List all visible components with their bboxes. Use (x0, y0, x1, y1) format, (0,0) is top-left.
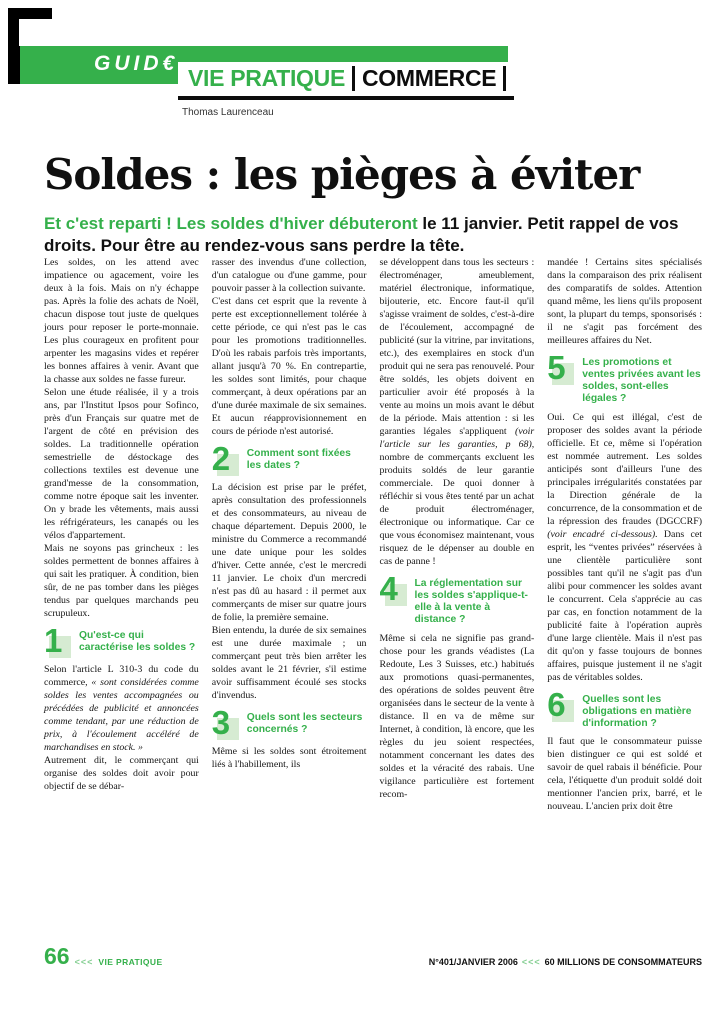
section-number-badge (379, 570, 410, 607)
text-run: Même si les soldes sont étroitement liés à l'habillement, ils (211, 746, 367, 770)
band-black-stub (8, 46, 20, 84)
section-number-badge (211, 704, 242, 741)
column (44, 256, 199, 813)
body-paragraph (380, 256, 535, 568)
section-heading (211, 704, 367, 741)
body-paragraph (44, 542, 199, 620)
section-heading (547, 685, 702, 730)
section-title: Qu'est-ce qui caractérise les soldes ? (79, 630, 196, 654)
section-heading (379, 570, 535, 627)
standfirst (44, 213, 696, 258)
section-number: 1 (44, 622, 63, 659)
text-run: Les soldes, on les attend avec impatience ou agacement, voire les deux à la fois. Mais on n'y échappe pas. Après la folie des achats de Noël, chacun dispose tout juste de quelques jours pour reposer le porte-monnaie. Les plus courageux en profitent pour arpenter les magasins vides et repérer les bonnes affaires à venir. Avant que la chasse aux soldes ne fasse fureur. (44, 257, 199, 385)
section-heading (211, 440, 367, 477)
text-run: Même si cela ne signifie pas grand-chose pour les grands véadistes (La Redoute, Les 3 Suisses, etc.) habitués aux promotions quasi-permanentes, des opérations de soldes peuvent être organisées dans le secteur de la vente à distance. Il en va de même sur Internet, à condition, là encore, que les règles du jeu soient respectées, notamment concernant les dates des soldes et la véracité des rabais. Une vigilance particulière est fortement recom- (379, 632, 535, 800)
chevrons-icon: <<< (74, 956, 94, 967)
text-run: mandée ! Certains sites spécialisés dans la comparaison des prix réalisent des comparatifs de soldes. Attention quand même, les liens qu'ils proposent sont, la plupart du temps, sponsorisés : il ne s'agit pas forcément des meilleures affaires du Net. (547, 257, 702, 346)
section-title: Quelles sont les obligations en matière d'information ? (582, 693, 692, 729)
body-paragraph (547, 411, 702, 684)
text-run: se développent dans tous les secteurs : électroménager, ameublement, matériel électronique, informatique, bijouterie, etc. Encore faut-il qu'il s'agisse vraiment de soldes, c'est-à-dire de l'écoulement, accompagné de publicité (sur la vitrine, par invitations, etc.), des exemplaires en stock d'un produit qui ne sera pas renouvelé. Pour être soldés, les objets doivent en particulier avoir été proposés à la vente au moins un mois avant le début de la période. Mais attention : si les garanties légales s'appliquent (379, 257, 535, 437)
columns (44, 256, 702, 813)
text-run: Il faut que le consommateur puisse bien distinguer ce qui est soldé et savoir de quel rabais il bénéficie. Pour cela, l'étiquette d'un produit soldé doit mentionner l'ancien prix, barré, et le nouveau. L'ancien prix doit être (547, 735, 702, 812)
section-number-badge (547, 685, 577, 723)
text-run: Oui. Ce qui est illégal, c'est de proposer des soldes avant la période officielle. Et ce, même si l'opération est nommée autrement. Les soldes anticipés sont d'ailleurs l'une des principales irrégularités constatées par la Direction générale de la concurrence, de la consommation et de la répression des fraudes (DGCCRF) (547, 411, 702, 527)
section-title: Les promotions et ventes privées avant les soldes, sont-elles légales ? (582, 357, 701, 405)
text-run: La décision est prise par le préfet, après consultation des professionnels et des consommateurs, au niveau de chaque département. Depuis 2000, le ministre du Commerce a recommandé une date unique pour les soldes d'hiver. Cette année, c'est le mercredi 11 janvier. Le choix d'un mercredi n'est pas dû au hasard : il permet aux commerçants de miser sur quatre jours de folie, la première semaine. (211, 482, 367, 623)
footer-right (429, 957, 702, 967)
byline: Thomas Laurenceau (182, 107, 274, 118)
italic-text-run: (voir encadré ci-dessous). (547, 528, 658, 540)
section-header (178, 62, 514, 100)
section-number: 5 (547, 349, 566, 386)
section-title-primary: VIE PRATIQUE (188, 65, 345, 91)
body-paragraph (44, 386, 199, 542)
body-paragraph (212, 481, 367, 624)
body-paragraph (547, 256, 702, 347)
page-footer (44, 943, 702, 969)
body-paragraph (44, 256, 199, 386)
italic-text-run: (voir l'article sur les garanties, p 68), (379, 426, 535, 450)
column (547, 256, 702, 813)
text-run: C'est dans cet esprit que la revente à perte est exceptionnellement tolérée à cette période, ce qui n'est pas le cas pour les promotions traditionnelles. D'où les rabais parfois très importants, allant jusqu'à 70 %. En contrepartie, les soldes sont limités, pour chaque commerçant, à deux opérations par an d'une durée maximale de six semaines. Et aucun réapprovisionnement en cours de période n'est autorisé. (211, 296, 367, 437)
body-paragraph (44, 663, 199, 754)
guide-label: GUID€ (94, 52, 179, 75)
section-number-badge (547, 349, 577, 386)
section-number: 3 (211, 704, 231, 741)
footer-section-label: VIE PRATIQUE (98, 956, 163, 967)
page-number: 66 (44, 943, 70, 969)
body-paragraph (547, 735, 702, 813)
text-run: Autrement dit, le commerçant qui organise des soldes doit avoir pour objectif de se débar- (44, 755, 199, 792)
chevrons-icon: <<< (521, 956, 541, 967)
section-title-secondary: COMMERCE (362, 65, 497, 91)
body-paragraph (44, 754, 199, 793)
column (380, 256, 535, 813)
separator-bar (503, 66, 506, 91)
section-number: 2 (211, 440, 231, 477)
body-paragraph (380, 632, 535, 801)
section-number-badge (211, 440, 242, 477)
standfirst-rest: le 11 janvier. Petit rappel de vos droits. Pour être au rendez-vous sans perdre la tête. (44, 214, 679, 256)
issue-number: N°401/JANVIER 2006 (428, 956, 518, 967)
column (212, 256, 367, 813)
body-paragraph (212, 745, 367, 771)
body-paragraph (212, 295, 367, 438)
section-title: Comment sont fixées les dates ? (246, 448, 351, 472)
section-number: 6 (547, 685, 566, 723)
magazine-name: 60 MILLIONS DE CONSOMMATEURS (544, 956, 702, 967)
section-number: 4 (379, 570, 398, 607)
text-run: Bien entendu, la durée de six semaines est une durée maximale ; un commerçant peut très bien arrêter les soldes avant le 21 février, s'il estime avoir suffisamment écoulé ses stocks d'invendus. (211, 625, 367, 701)
text-run: Dans cet esprit, les “ventes privées” réservées à une clientèle particulière sont possibles tant qu'il ne s'agit pas d'un alibi pour commencer les soldes avant le concurrent. Cela s'apprécie au cas par cas, en fonction notamment de la publicité faite à l'opération auprès d'une large clientèle. Mais il n'est pas dit qu'on y fasse toujours de bonnes affaires, puisque justement il ne s'agit pas de véritables soldes. (547, 528, 702, 683)
italic-text-run: « sont considérées comme soldes les ventes accompagnées ou précédées de publicité et annoncées comme tendant, par une réduction de prix, à l'écoulement accéléré de marchandises en stock. » (44, 677, 199, 753)
section-heading (44, 622, 199, 659)
section-title: Quels sont les secteurs concernés ? (246, 712, 363, 736)
separator-bar (352, 66, 355, 91)
text-run: Mais ne soyons pas grincheux : les soldes permettent de bonnes affaires à qui sait les pratiquer. À condition, bien sûr, de ne pas tomber dans les pièges tendus par quelques marchands peu scrupuleux. (44, 543, 199, 619)
section-number-badge (44, 622, 74, 659)
text-run: nombre de commerçants excluent les produits soldés de leur garantie commerciale. De quoi donner à réfléchir si vous êtes tenté par un achat de produit électroménager, électronique ou informatique. Car ce que vous économisez maintenant, vous risquez de le dépenser au double en cas de panne ! (379, 452, 535, 567)
body-paragraph (212, 624, 367, 702)
article-headline: Soldes : les pièges à éviter (44, 150, 640, 200)
text-run: Selon une étude réalisée, il y a trois ans, par l'Institut Ipsos pour Sofinco, près d'un Français sur quatre met de l'argent de côté en prévision des soldes. La traditionnelle opération semestrielle de déstockage des collections textiles est devenue une grand'messe de la consommation, comme notre époque sait les inventer. On y brade les vêtements, mais aussi les réfrigérateurs, les canapés ou les vélos d'appartement. (44, 387, 199, 541)
text-run: Selon l'article L 310-3 du code du commerce, (44, 664, 199, 688)
section-heading (547, 349, 702, 406)
footer-left (44, 943, 163, 969)
standfirst-highlight: Et c'est reparti ! Les soldes d'hiver débuteront (44, 214, 418, 233)
body-paragraph (212, 256, 367, 295)
section-title: La réglementation sur les soldes s'applique-t-elle à la vente à distance ? (414, 578, 528, 626)
text-run: rasser des invendus d'une collection, d'un catalogue ou d'une gamme, pour pouvoir passer à la collection suivante. (211, 257, 367, 294)
